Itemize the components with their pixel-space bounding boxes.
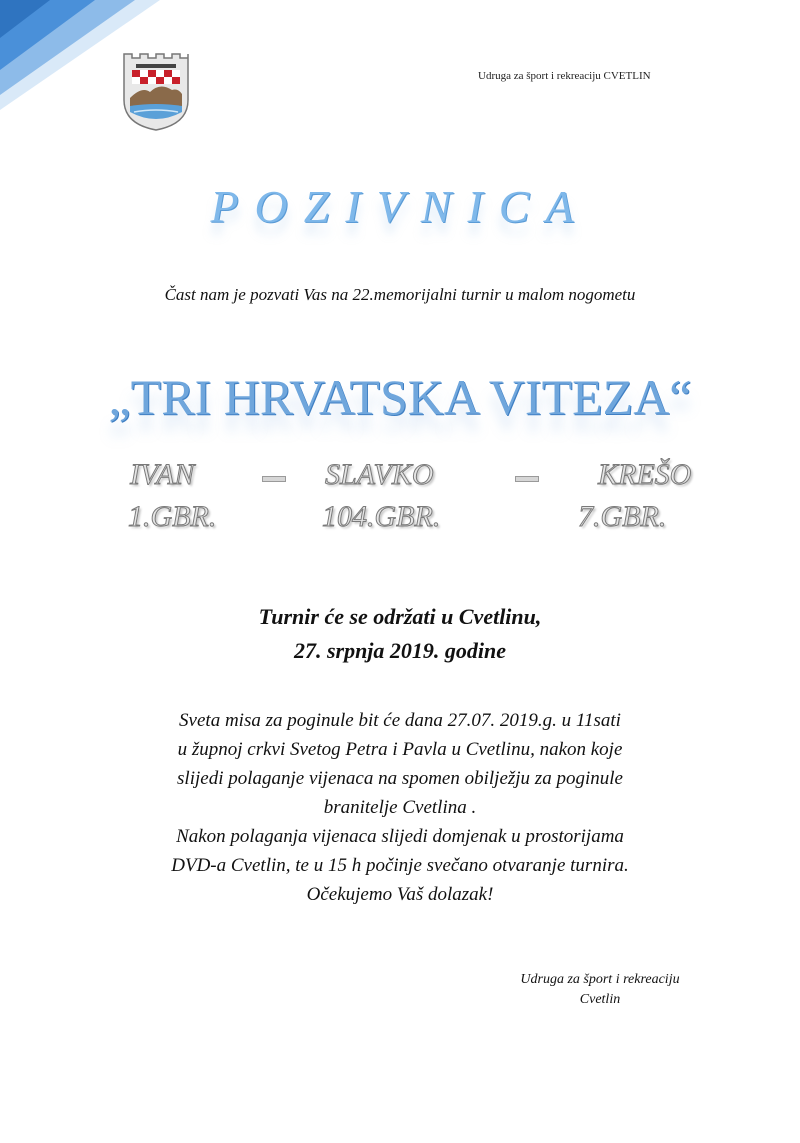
mass-line: Sveta misa za poginule bit će dana 27.07. 2019.g. u 11sati — [179, 710, 621, 731]
mass-paragraph — [0, 706, 800, 909]
mass-line: DVD-a Cvetlin, te u 15 h počinje svečano otvaranje turnira. — [171, 855, 629, 876]
mass-line: slijedi polaganje vijenaca na spomen obilježju za poginule — [177, 768, 623, 789]
mass-line: u župnoj crkvi Svetog Petra i Pavla u Cvetlinu, nakon koje — [177, 739, 623, 760]
invitation-title: POZIVNICA — [210, 181, 590, 232]
event-date: 27. srpnja 2019. godine — [293, 638, 507, 663]
hero-brigade-1: 1.GBR. — [128, 500, 217, 533]
tournament-name: „TRI HRVATSKA VITEZA“ — [108, 369, 692, 425]
signature-block — [500, 970, 700, 1010]
hero-name-2: SLAVKO — [325, 458, 434, 491]
org-header: Udruga za šport i rekreaciju CVETLIN — [478, 70, 651, 82]
intro-text: Čast nam je pozvati Vas na 22.memorijalni turnir u malom nogometu — [164, 285, 636, 304]
name-separator — [262, 476, 286, 482]
club-crest-icon — [120, 50, 192, 132]
hero-brigade-3: 7.GBR. — [578, 500, 667, 533]
hero-name-1: IVAN — [130, 458, 195, 491]
signature-place: Cvetlin — [579, 992, 621, 1007]
name-separator — [515, 476, 539, 482]
mass-line: Očekujemo Vaš dolazak! — [306, 884, 494, 905]
signature-org: Udruga za šport i rekreaciju — [520, 972, 680, 987]
mass-line: Nakon polaganja vijenaca slijedi domjenak u prostorijama — [176, 826, 624, 847]
hero-brigade-2: 104.GBR. — [322, 500, 441, 533]
hero-names — [0, 458, 800, 538]
hero-name-3: KREŠO — [598, 458, 692, 491]
mass-line: branitelje Cvetlina . — [323, 797, 477, 818]
event-location: Turnir će se održati u Cvetlinu, — [258, 604, 542, 629]
event-details — [0, 600, 800, 668]
